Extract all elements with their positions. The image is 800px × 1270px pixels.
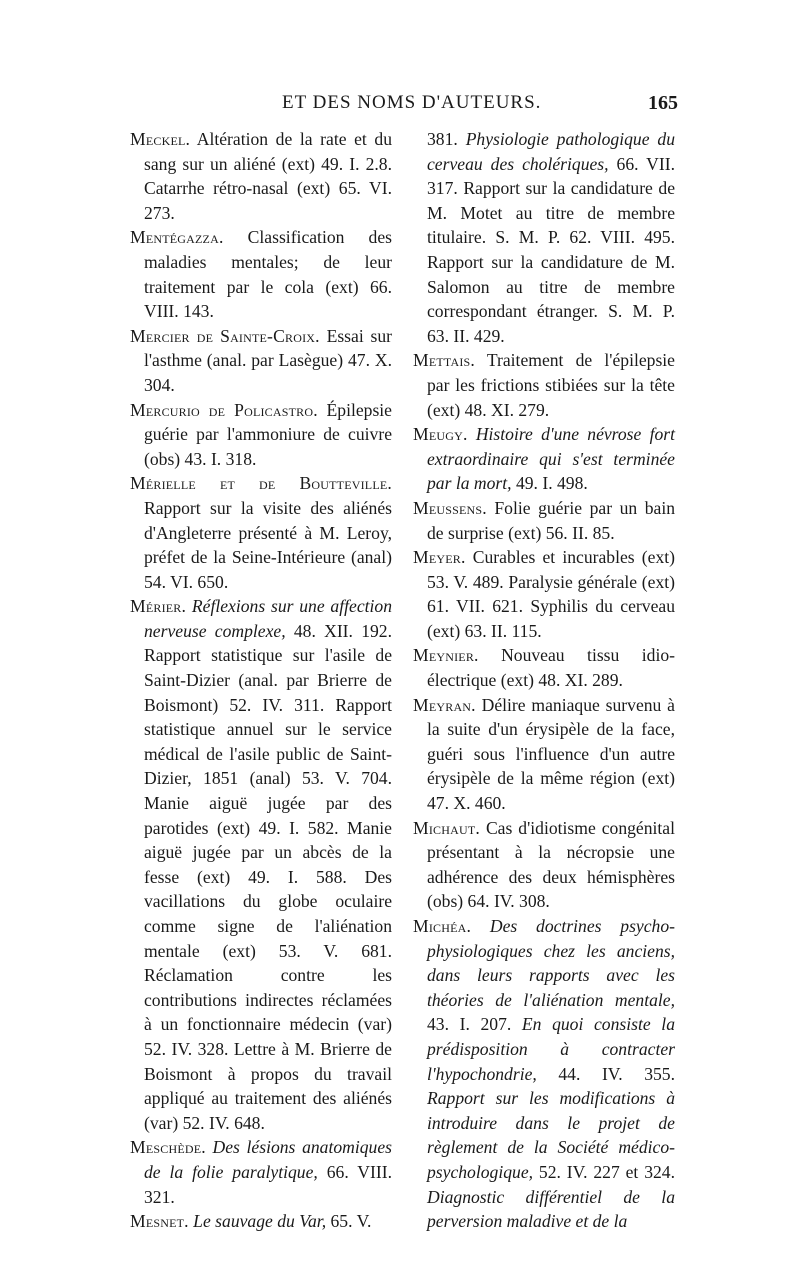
index-entry-mesnet-continued	[413, 127, 675, 348]
entry-text: Essai sur l'asthme (anal. par Lasègue) 47. X. 304.	[144, 325, 392, 395]
left-column	[130, 127, 392, 1234]
page-number: 165	[648, 92, 678, 114]
entry-text: 66. VIII. 321.	[144, 1161, 392, 1207]
entry-text: 43. I. 207.	[427, 1014, 522, 1035]
entry-text: Cas d'idiotisme congénital présentant à la nécropsie une adhérence des deux hémisphères (obs) 64. IV. 308.	[427, 817, 675, 912]
entry-author: Mérier.	[130, 596, 187, 617]
index-entry-merielle	[130, 471, 392, 594]
entry-title-italic: Histoire d'une névrose fort extraordinaire qui s'est terminée par la mort,	[427, 424, 675, 494]
index-entry-mesnet	[130, 1209, 392, 1234]
index-entry-michaut	[413, 816, 675, 914]
index-entry-meugy	[413, 422, 675, 496]
entry-title-italic: Des lésions anatomiques de la folie paralytique,	[144, 1137, 392, 1182]
index-entry-mentegazza	[130, 225, 392, 323]
index-entry-mercier	[130, 324, 392, 398]
index-entry-merier	[130, 594, 392, 1135]
index-entry-meynier	[413, 643, 675, 692]
entry-author: Michaut.	[413, 817, 480, 838]
index-entry-mercurio	[130, 398, 392, 472]
entry-author: Meyer.	[413, 547, 466, 568]
entry-text: Rapport sur la visite des aliénés d'Angleterre présenté à M. Leroy, préfet de la Seine-Intérieure (anal) 54. VI. 650.	[144, 497, 392, 592]
entry-title-italic: Physiologie pathologique du cerveau des cholériques,	[427, 129, 675, 174]
index-entry-michea	[413, 914, 675, 1234]
index-entry-meussens	[413, 496, 675, 545]
entry-text: Curables et incurables (ext) 53. V. 489. Paralysie générale (ext) 61. VII. 621. Syphilis du cerveau (ext) 63. II. 115.	[427, 547, 675, 641]
entry-title-italic: Diagnostic différentiel de la perversion maladive et de la	[427, 1186, 675, 1232]
entry-text: 52. IV. 227 et 324.	[533, 1161, 675, 1182]
entry-text: Délire maniaque survenu à la suite d'un érysipèle de la face, guéri sous l'influence d'un autre érysipèle de la même région (ext) 47. X. 460.	[427, 694, 675, 814]
running-title: ET DES NOMS D'AUTEURS.	[282, 92, 542, 113]
entry-author: Mesnet.	[130, 1211, 189, 1232]
entry-author: Mercier de Sainte-Croix.	[130, 325, 320, 346]
entry-author: Meugy.	[413, 424, 468, 445]
entry-text: 44. IV. 355.	[536, 1063, 675, 1084]
index-entry-meschede	[130, 1135, 392, 1209]
entry-text: Nouveau tissu idio-électrique (ext) 48. XI. 289.	[427, 645, 675, 691]
entry-text: 65. V.	[326, 1211, 372, 1232]
entry-author: Meckel.	[130, 129, 191, 149]
entry-author: Mettais.	[413, 350, 476, 371]
entry-author: Meussens.	[413, 497, 487, 518]
index-entry-mettais	[413, 348, 675, 422]
entry-text: Épilepsie guérie par l'ammoniure de cuivre (obs) 43. I. 318.	[144, 399, 392, 469]
entry-text: 66. VII. 317. Rapport sur la candidature de M. Motet au titre de membre titulaire. S. M. P. 62. VIII. 495. Rapport sur la candidature de M. Salomon au titre de membre correspondant étranger. S. M. P. 63. II. 429.	[427, 153, 675, 346]
entry-text: Traitement de l'épilepsie par les frictions stibiées sur la tête (ext) 48. XI. 279.	[427, 350, 675, 420]
entry-author: Meyran.	[413, 694, 476, 715]
entry-title-italic: Des doctrines psycho-physiologiques chez les anciens, dans leurs rapports avec les théories de l'aliénation mentale,	[427, 916, 675, 1010]
right-column	[413, 127, 675, 1234]
index-entry-meyer	[413, 545, 675, 643]
entry-text: Classification des maladies mentales; de leur traitement par le cola (ext) 66. VIII. 143.	[144, 227, 392, 322]
entry-text: Folie guérie par un bain de surprise (ext) 56. II. 85.	[427, 497, 675, 543]
entry-text: Altération de la rate et du sang sur un aliéné (ext) 49. I. 2.8. Catarrhe rétro-nasal (ext) 65. VI. 273.	[144, 129, 392, 223]
entry-author: Meynier.	[413, 645, 479, 666]
index-entry-meyran	[413, 693, 675, 816]
entry-author: Michéa.	[413, 916, 472, 936]
entry-title-italic: En quoi consiste la prédisposition à contracter l'hypochondrie,	[427, 1014, 675, 1084]
entry-author: Meschède.	[130, 1137, 206, 1158]
entry-text: 381.	[427, 129, 466, 149]
page-header	[118, 92, 678, 124]
entry-author: Mérielle et de Boutteville.	[130, 473, 392, 494]
entry-text: 49. I. 498.	[511, 473, 588, 494]
entry-title-italic: Le sauvage du Var,	[188, 1211, 327, 1232]
entry-title-italic: Réflexions sur une affection nerveuse complexe,	[144, 596, 392, 641]
entry-author: Mentégazza.	[130, 227, 224, 248]
entry-author: Mercurio de Policastro.	[130, 399, 318, 420]
entry-title-italic: Rapport sur les modifications à introduire dans le projet de règlement de la Société médico-psychologique,	[427, 1088, 675, 1182]
entry-text: 48. XII. 192. Rapport statistique sur l'asile de Saint-Dizier (anal. par Brierre de Boismont) 52. IV. 311. Rapport statistique annuel sur le service médical de l'asile public de Saint-Dizier, 1851 (anal) 53. V. 704. Manie aiguë jugée par des parotides (ext) 49. I. 582. Manie aiguë jugée par un abcès de la fesse (ext) 49. I. 588. Des vacillations du globe oculaire comme signe de l'aliénation mentale (ext) 53. V. 681. Réclamation contre les contributions indirectes réclamées à un fonctionnaire médecin (var) 52. IV. 328. Lettre à M. Brierre de Boismont à propos du travail appliqué au traitement des aliénés (var) 52. IV. 648.	[144, 620, 392, 1133]
index-entry-meckel	[130, 127, 392, 225]
